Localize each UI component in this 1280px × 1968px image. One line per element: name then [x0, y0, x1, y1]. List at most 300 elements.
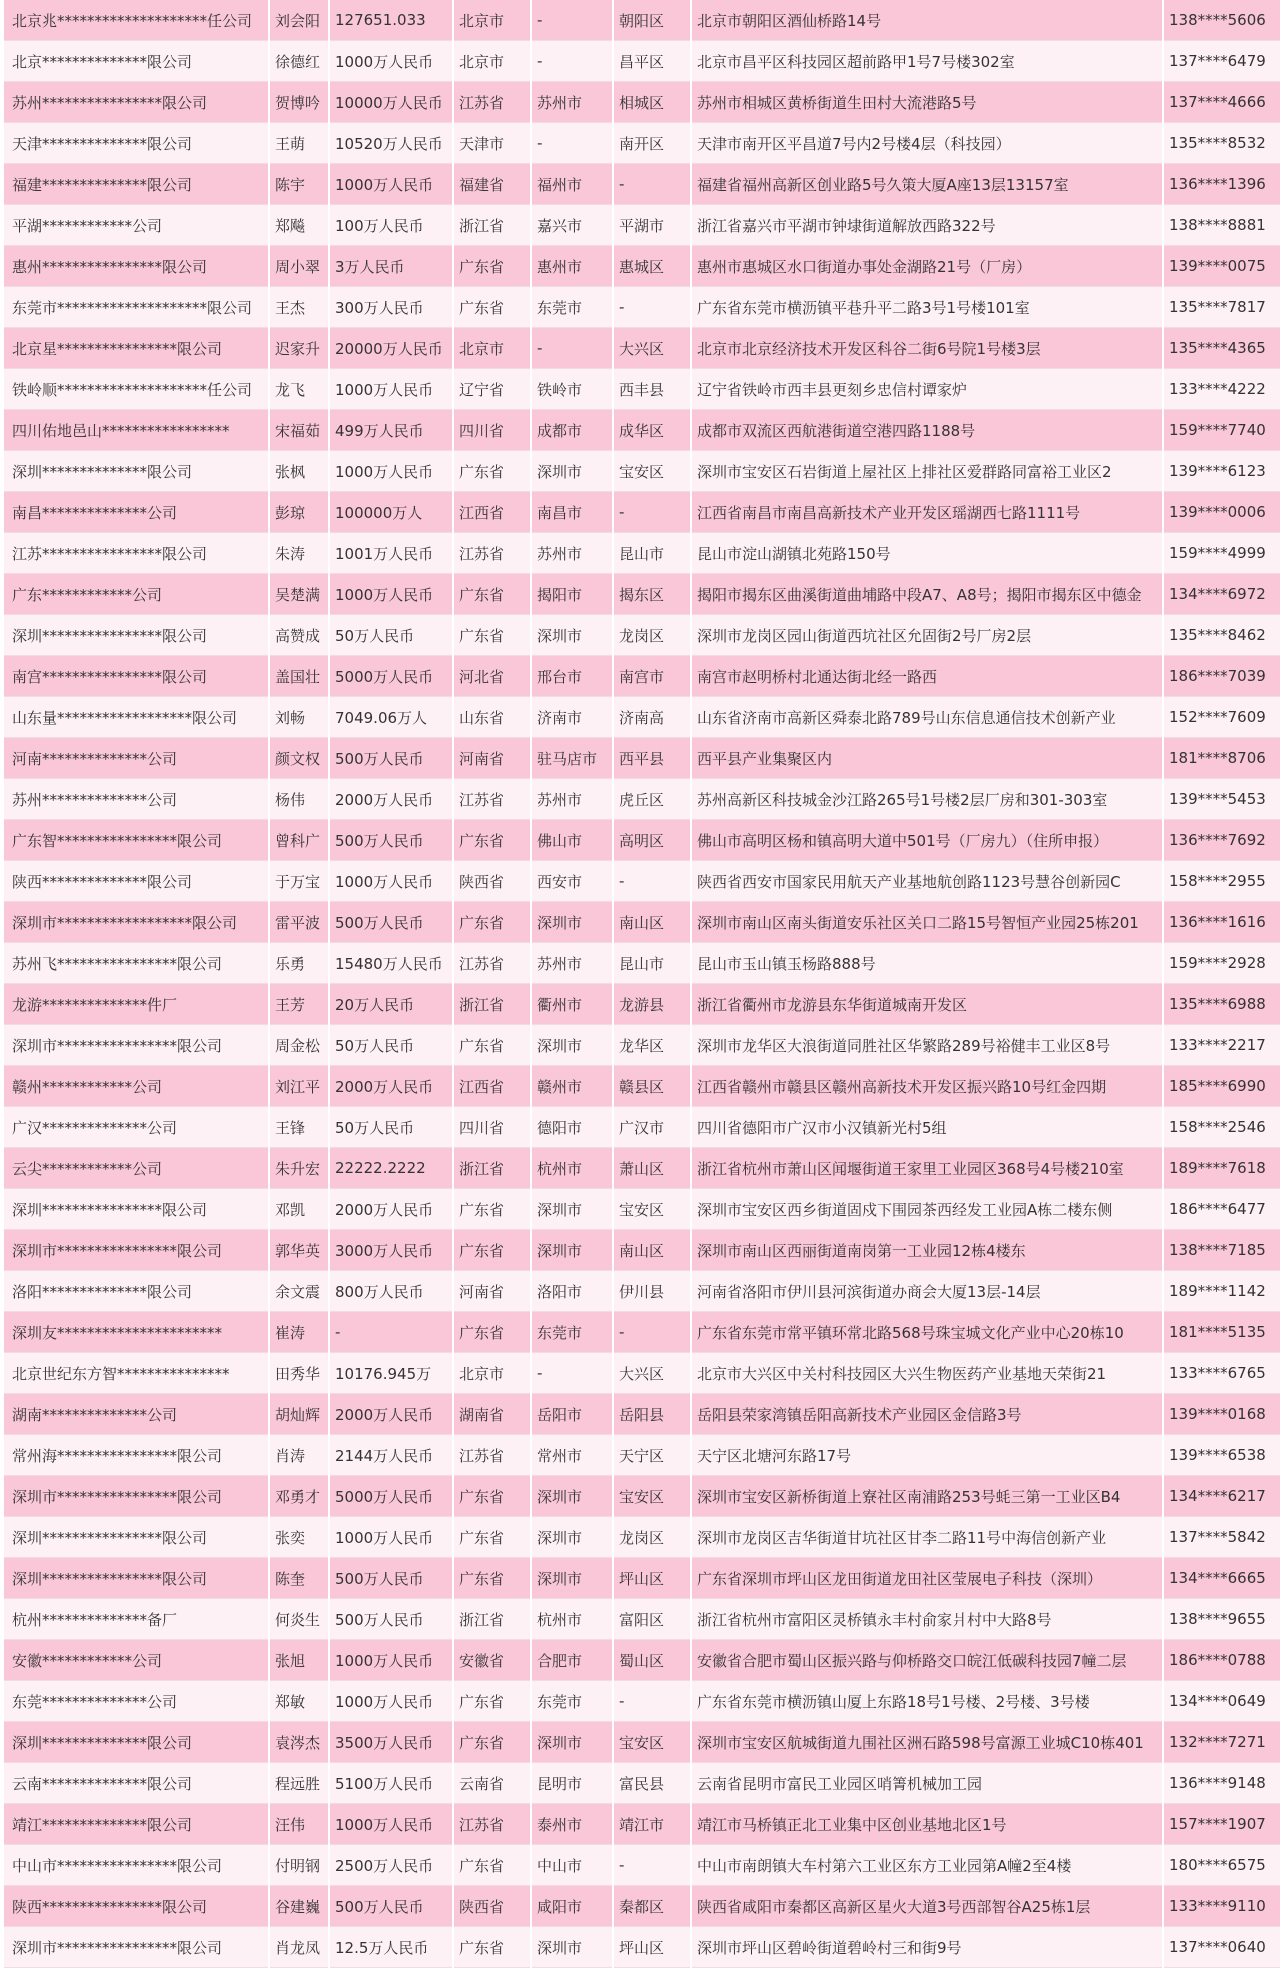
province-cell: 广东省 [454, 1517, 530, 1558]
city-cell: 衢州市 [532, 984, 612, 1025]
address-cell: 揭阳市揭东区曲溪街道曲埔路中段A7、A8号；揭阳市揭东区中德金 [692, 574, 1162, 615]
registered-capital-cell: 50万人民币 [330, 615, 452, 656]
province-cell: 浙江省 [454, 205, 530, 246]
table-row [4, 1435, 1280, 1476]
province-cell: 四川省 [454, 410, 530, 451]
district-cell: - [614, 287, 690, 328]
company-name-cell: 广东************公司 [4, 574, 268, 615]
company-name-cell: 深圳**************限公司 [4, 1722, 268, 1763]
table-row [4, 1763, 1280, 1804]
city-cell: 揭阳市 [532, 574, 612, 615]
city-cell: 东莞市 [532, 1312, 612, 1353]
city-cell: 中山市 [532, 1845, 612, 1886]
table-row [4, 492, 1280, 533]
phone-cell: 186****6477 [1164, 1189, 1280, 1230]
phone-cell: 133****9110 [1164, 1886, 1280, 1927]
registered-capital-cell: 500万人民币 [330, 1886, 452, 1927]
city-cell: 铁岭市 [532, 369, 612, 410]
table-row [4, 1394, 1280, 1435]
legal-rep-cell: 迟家升 [270, 328, 328, 369]
province-cell: 广东省 [454, 615, 530, 656]
phone-cell: 135****4365 [1164, 328, 1280, 369]
address-cell: 四川省德阳市广汉市小汉镇新光村5组 [692, 1107, 1162, 1148]
company-name-cell: 北京星****************限公司 [4, 328, 268, 369]
province-cell: 广东省 [454, 451, 530, 492]
phone-cell: 180****6575 [1164, 1845, 1280, 1886]
registered-capital-cell: 20万人民币 [330, 984, 452, 1025]
city-cell: 深圳市 [532, 902, 612, 943]
registered-capital-cell: 1000万人民币 [330, 1804, 452, 1845]
phone-cell: 139****0006 [1164, 492, 1280, 533]
province-cell: 陕西省 [454, 1886, 530, 1927]
province-cell: 江苏省 [454, 943, 530, 984]
city-cell: 常州市 [532, 1435, 612, 1476]
address-cell: 靖江市马桥镇正北工业集中区创业基地北区1号 [692, 1804, 1162, 1845]
address-cell: 天宁区北塘河东路17号 [692, 1435, 1162, 1476]
province-cell: 辽宁省 [454, 369, 530, 410]
address-cell: 苏州高新区科技城金沙江路265号1号楼2层厂房和301-303室 [692, 779, 1162, 820]
district-cell: 天宁区 [614, 1435, 690, 1476]
city-cell: 深圳市 [532, 1025, 612, 1066]
address-cell: 安徽省合肥市蜀山区振兴路与仰桥路交口皖江低碳科技园7幢二层 [692, 1640, 1162, 1681]
province-cell: 陕西省 [454, 861, 530, 902]
province-cell: 江苏省 [454, 1804, 530, 1845]
registered-capital-cell: 5100万人民币 [330, 1763, 452, 1804]
registered-capital-cell: 500万人民币 [330, 1599, 452, 1640]
phone-cell: 139****6123 [1164, 451, 1280, 492]
company-name-cell: 东莞市********************限公司 [4, 287, 268, 328]
address-cell: 深圳市宝安区新桥街道上寮社区南浦路253号蚝三第一工业区B4 [692, 1476, 1162, 1517]
province-cell: 浙江省 [454, 984, 530, 1025]
table-row [4, 902, 1280, 943]
company-name-cell: 杭州**************备厂 [4, 1599, 268, 1640]
district-cell: 秦都区 [614, 1886, 690, 1927]
phone-cell: 137****5842 [1164, 1517, 1280, 1558]
registered-capital-cell: 100万人民币 [330, 205, 452, 246]
address-cell: 深圳市南山区南头街道安乐社区关口二路15号智恒产业园25栋201 [692, 902, 1162, 943]
legal-rep-cell: 肖涛 [270, 1435, 328, 1476]
province-cell: 广东省 [454, 574, 530, 615]
company-name-cell: 南昌**************公司 [4, 492, 268, 533]
registered-capital-cell: 5000万人民币 [330, 1476, 452, 1517]
city-cell: 苏州市 [532, 779, 612, 820]
registered-capital-cell: 2000万人民币 [330, 779, 452, 820]
legal-rep-cell: 陈宇 [270, 164, 328, 205]
province-cell: 云南省 [454, 1763, 530, 1804]
city-cell: 深圳市 [532, 1927, 612, 1968]
company-table [2, 0, 1280, 1968]
province-cell: 广东省 [454, 246, 530, 287]
company-name-cell: 福建**************限公司 [4, 164, 268, 205]
phone-cell: 136****1396 [1164, 164, 1280, 205]
city-cell: 杭州市 [532, 1599, 612, 1640]
legal-rep-cell: 郭华英 [270, 1230, 328, 1271]
city-cell: 惠州市 [532, 246, 612, 287]
table-row [4, 1845, 1280, 1886]
legal-rep-cell: 余文震 [270, 1271, 328, 1312]
legal-rep-cell: 汪伟 [270, 1804, 328, 1845]
city-cell: 洛阳市 [532, 1271, 612, 1312]
table-row [4, 1107, 1280, 1148]
province-cell: 广东省 [454, 1558, 530, 1599]
table-row [4, 82, 1280, 123]
address-cell: 北京市朝阳区酒仙桥路14号 [692, 0, 1162, 41]
phone-cell: 186****0788 [1164, 1640, 1280, 1681]
table-row [4, 738, 1280, 779]
table-row [4, 1599, 1280, 1640]
address-cell: 云南省昆明市富民工业园区哨箐机械加工园 [692, 1763, 1162, 1804]
table-row [4, 943, 1280, 984]
district-cell: 惠城区 [614, 246, 690, 287]
table-row [4, 1066, 1280, 1107]
legal-rep-cell: 龙飞 [270, 369, 328, 410]
registered-capital-cell: 100000万人 [330, 492, 452, 533]
company-name-cell: 广东智****************限公司 [4, 820, 268, 861]
legal-rep-cell: 郑飚 [270, 205, 328, 246]
legal-rep-cell: 朱涛 [270, 533, 328, 574]
phone-cell: 134****6217 [1164, 1476, 1280, 1517]
company-name-cell: 深圳****************限公司 [4, 1189, 268, 1230]
phone-cell: 136****1616 [1164, 902, 1280, 943]
phone-cell: 136****7692 [1164, 820, 1280, 861]
district-cell: 昆山市 [614, 943, 690, 984]
company-name-cell: 深圳市******************限公司 [4, 902, 268, 943]
address-cell: 陕西省西安市国家民用航天产业基地航创路1123号慧谷创新园C [692, 861, 1162, 902]
phone-cell: 158****2955 [1164, 861, 1280, 902]
district-cell: 龙游县 [614, 984, 690, 1025]
address-cell: 西平县产业集聚区内 [692, 738, 1162, 779]
company-name-cell: 陕西****************限公司 [4, 1886, 268, 1927]
address-cell: 浙江省杭州市富阳区灵桥镇永丰村俞家爿村中大路8号 [692, 1599, 1162, 1640]
table-row [4, 1681, 1280, 1722]
registered-capital-cell: 2000万人民币 [330, 1189, 452, 1230]
district-cell: 平湖市 [614, 205, 690, 246]
city-cell: 西安市 [532, 861, 612, 902]
company-name-cell: 深圳****************限公司 [4, 1558, 268, 1599]
district-cell: 南山区 [614, 1230, 690, 1271]
district-cell: 宝安区 [614, 1189, 690, 1230]
company-name-cell: 中山市****************限公司 [4, 1845, 268, 1886]
company-name-cell: 深圳市****************限公司 [4, 1927, 268, 1968]
province-cell: 广东省 [454, 1927, 530, 1968]
address-cell: 广东省东莞市常平镇环常北路568号珠宝城文化产业中心20栋10 [692, 1312, 1162, 1353]
company-name-cell: 深圳市****************限公司 [4, 1476, 268, 1517]
legal-rep-cell: 王萌 [270, 123, 328, 164]
registered-capital-cell: 7049.06万人 [330, 697, 452, 738]
city-cell: 南昌市 [532, 492, 612, 533]
table-row [4, 1640, 1280, 1681]
phone-cell: 134****6972 [1164, 574, 1280, 615]
province-cell: 福建省 [454, 164, 530, 205]
company-name-cell: 靖江**************限公司 [4, 1804, 268, 1845]
district-cell: 伊川县 [614, 1271, 690, 1312]
province-cell: 广东省 [454, 1312, 530, 1353]
company-name-cell: 铁岭顺********************任公司 [4, 369, 268, 410]
phone-cell: 137****4666 [1164, 82, 1280, 123]
company-name-cell: 龙游**************件厂 [4, 984, 268, 1025]
table-row [4, 123, 1280, 164]
company-name-cell: 深圳市****************限公司 [4, 1025, 268, 1066]
district-cell: 宝安区 [614, 1722, 690, 1763]
company-name-cell: 南宫****************限公司 [4, 656, 268, 697]
registered-capital-cell: - [330, 1312, 452, 1353]
phone-cell: 138****5606 [1164, 0, 1280, 41]
table-row [4, 164, 1280, 205]
table-row [4, 1353, 1280, 1394]
phone-cell: 133****6765 [1164, 1353, 1280, 1394]
registered-capital-cell: 10176.945万 [330, 1353, 452, 1394]
legal-rep-cell: 谷建巍 [270, 1886, 328, 1927]
legal-rep-cell: 曾科广 [270, 820, 328, 861]
table-row [4, 779, 1280, 820]
table-row [4, 1189, 1280, 1230]
district-cell: 大兴区 [614, 328, 690, 369]
table-row [4, 369, 1280, 410]
legal-rep-cell: 徐德红 [270, 41, 328, 82]
address-cell: 深圳市龙岗区吉华街道甘坑社区甘李二路11号中海信创新产业 [692, 1517, 1162, 1558]
table-row [4, 41, 1280, 82]
table-row [4, 0, 1280, 41]
legal-rep-cell: 肖龙凤 [270, 1927, 328, 1968]
address-cell: 深圳市龙华区大浪街道同胜社区华繁路289号裕健丰工业区8号 [692, 1025, 1162, 1066]
registered-capital-cell: 10520万人民币 [330, 123, 452, 164]
district-cell: 靖江市 [614, 1804, 690, 1845]
phone-cell: 133****2217 [1164, 1025, 1280, 1066]
table-row [4, 1312, 1280, 1353]
company-name-cell: 云南**************限公司 [4, 1763, 268, 1804]
province-cell: 江西省 [454, 1066, 530, 1107]
province-cell: 江苏省 [454, 1435, 530, 1476]
address-cell: 深圳市宝安区石岩街道上屋社区上排社区爱群路同富裕工业区2 [692, 451, 1162, 492]
province-cell: 广东省 [454, 1025, 530, 1066]
registered-capital-cell: 1000万人民币 [330, 574, 452, 615]
district-cell: 南山区 [614, 902, 690, 943]
phone-cell: 159****4999 [1164, 533, 1280, 574]
table-row [4, 1025, 1280, 1066]
registered-capital-cell: 500万人民币 [330, 738, 452, 779]
legal-rep-cell: 付明钢 [270, 1845, 328, 1886]
district-cell: 龙岗区 [614, 615, 690, 656]
district-cell: 南宫市 [614, 656, 690, 697]
address-cell: 中山市南朗镇大车村第六工业区东方工业园第A幢2至4楼 [692, 1845, 1162, 1886]
address-cell: 深圳市宝安区航城街道九围社区洲石路598号富源工业城C10栋401 [692, 1722, 1162, 1763]
phone-cell: 186****7039 [1164, 656, 1280, 697]
company-name-cell: 常州海****************限公司 [4, 1435, 268, 1476]
legal-rep-cell: 雷平波 [270, 902, 328, 943]
address-cell: 岳阳县荣家湾镇岳阳高新技术产业园区金信路3号 [692, 1394, 1162, 1435]
address-cell: 北京市大兴区中关村科技园区大兴生物医药产业基地天荣街21 [692, 1353, 1162, 1394]
table-row [4, 1886, 1280, 1927]
registered-capital-cell: 1000万人民币 [330, 164, 452, 205]
legal-rep-cell: 盖国壮 [270, 656, 328, 697]
address-cell: 辽宁省铁岭市西丰县更刻乡忠信村谭家炉 [692, 369, 1162, 410]
city-cell: 深圳市 [532, 1558, 612, 1599]
phone-cell: 133****4222 [1164, 369, 1280, 410]
province-cell: 江苏省 [454, 779, 530, 820]
legal-rep-cell: 张枫 [270, 451, 328, 492]
address-cell: 北京市昌平区科技园区超前路甲1号7号楼302室 [692, 41, 1162, 82]
legal-rep-cell: 王锋 [270, 1107, 328, 1148]
table-row [4, 1804, 1280, 1845]
table-row [4, 533, 1280, 574]
legal-rep-cell: 周金松 [270, 1025, 328, 1066]
phone-cell: 139****6538 [1164, 1435, 1280, 1476]
company-name-cell: 洛阳**************限公司 [4, 1271, 268, 1312]
registered-capital-cell: 5000万人民币 [330, 656, 452, 697]
district-cell: 大兴区 [614, 1353, 690, 1394]
province-cell: 广东省 [454, 1476, 530, 1517]
table-row [4, 1148, 1280, 1189]
company-name-cell: 天津**************限公司 [4, 123, 268, 164]
table-row [4, 1722, 1280, 1763]
city-cell: 昆明市 [532, 1763, 612, 1804]
phone-cell: 139****5453 [1164, 779, 1280, 820]
province-cell: 江苏省 [454, 533, 530, 574]
city-cell: 泰州市 [532, 1804, 612, 1845]
table-row [4, 820, 1280, 861]
city-cell: 东莞市 [532, 287, 612, 328]
legal-rep-cell: 彭琼 [270, 492, 328, 533]
company-name-cell: 北京**************限公司 [4, 41, 268, 82]
legal-rep-cell: 乐勇 [270, 943, 328, 984]
district-cell: 虎丘区 [614, 779, 690, 820]
table-row [4, 1558, 1280, 1599]
registered-capital-cell: 127651.033 [330, 0, 452, 41]
address-cell: 河南省洛阳市伊川县河滨街道办商会大厦13层-14层 [692, 1271, 1162, 1312]
address-cell: 浙江省杭州市萧山区闻堰街道王家里工业园区368号4号楼210室 [692, 1148, 1162, 1189]
district-cell: 高明区 [614, 820, 690, 861]
table-row [4, 656, 1280, 697]
district-cell: 富民县 [614, 1763, 690, 1804]
registered-capital-cell: 1000万人民币 [330, 1517, 452, 1558]
phone-cell: 137****0640 [1164, 1927, 1280, 1968]
address-cell: 昆山市玉山镇玉杨路888号 [692, 943, 1162, 984]
table-row [4, 205, 1280, 246]
address-cell: 浙江省衢州市龙游县东华街道城南开发区 [692, 984, 1162, 1025]
table-row [4, 984, 1280, 1025]
company-name-cell: 云尖************公司 [4, 1148, 268, 1189]
company-name-cell: 苏州****************限公司 [4, 82, 268, 123]
company-name-cell: 深圳**************限公司 [4, 451, 268, 492]
phone-cell: 134****0649 [1164, 1681, 1280, 1722]
district-cell: 昆山市 [614, 533, 690, 574]
address-cell: 浙江省嘉兴市平湖市钟埭街道解放西路322号 [692, 205, 1162, 246]
registered-capital-cell: 10000万人民币 [330, 82, 452, 123]
city-cell: 深圳市 [532, 1476, 612, 1517]
province-cell: 广东省 [454, 902, 530, 943]
legal-rep-cell: 刘畅 [270, 697, 328, 738]
province-cell: 广东省 [454, 820, 530, 861]
legal-rep-cell: 吴楚满 [270, 574, 328, 615]
registered-capital-cell: 50万人民币 [330, 1025, 452, 1066]
legal-rep-cell: 王杰 [270, 287, 328, 328]
registered-capital-cell: 2000万人民币 [330, 1394, 452, 1435]
district-cell: 赣县区 [614, 1066, 690, 1107]
address-cell: 惠州市惠城区水口街道办事处金湖路21号（厂房） [692, 246, 1162, 287]
city-cell: 合肥市 [532, 1640, 612, 1681]
phone-cell: 135****7817 [1164, 287, 1280, 328]
legal-rep-cell: 杨伟 [270, 779, 328, 820]
province-cell: 江苏省 [454, 82, 530, 123]
city-cell: 苏州市 [532, 82, 612, 123]
province-cell: 四川省 [454, 1107, 530, 1148]
city-cell: 咸阳市 [532, 1886, 612, 1927]
phone-cell: 139****0168 [1164, 1394, 1280, 1435]
province-cell: 浙江省 [454, 1148, 530, 1189]
company-name-cell: 江苏****************限公司 [4, 533, 268, 574]
address-cell: 佛山市高明区杨和镇高明大道中501号（厂房九）（住所申报） [692, 820, 1162, 861]
legal-rep-cell: 颜文权 [270, 738, 328, 779]
table-row [4, 451, 1280, 492]
table-row [4, 246, 1280, 287]
address-cell: 山东省济南市高新区舜泰北路789号山东信息通信技术创新产业 [692, 697, 1162, 738]
district-cell: 龙岗区 [614, 1517, 690, 1558]
registered-capital-cell: 3000万人民币 [330, 1230, 452, 1271]
province-cell: 江西省 [454, 492, 530, 533]
company-name-cell: 深圳****************限公司 [4, 615, 268, 656]
registered-capital-cell: 500万人民币 [330, 1558, 452, 1599]
district-cell: 坪山区 [614, 1927, 690, 1968]
legal-rep-cell: 田秀华 [270, 1353, 328, 1394]
province-cell: 北京市 [454, 41, 530, 82]
registered-capital-cell: 499万人民币 [330, 410, 452, 451]
registered-capital-cell: 2144万人民币 [330, 1435, 452, 1476]
province-cell: 河北省 [454, 656, 530, 697]
address-cell: 江西省南昌市南昌高新技术产业开发区瑶湖西七路1111号 [692, 492, 1162, 533]
table-row [4, 328, 1280, 369]
registered-capital-cell: 3500万人民币 [330, 1722, 452, 1763]
table-body [4, 0, 1280, 1968]
registered-capital-cell: 500万人民币 [330, 820, 452, 861]
city-cell: 深圳市 [532, 1722, 612, 1763]
city-cell: 苏州市 [532, 533, 612, 574]
legal-rep-cell: 高赞成 [270, 615, 328, 656]
province-cell: 广东省 [454, 1681, 530, 1722]
phone-cell: 132****7271 [1164, 1722, 1280, 1763]
phone-cell: 138****9655 [1164, 1599, 1280, 1640]
phone-cell: 138****8881 [1164, 205, 1280, 246]
province-cell: 广东省 [454, 1230, 530, 1271]
phone-cell: 181****8706 [1164, 738, 1280, 779]
registered-capital-cell: 500万人民币 [330, 902, 452, 943]
district-cell: - [614, 1681, 690, 1722]
district-cell: 揭东区 [614, 574, 690, 615]
table-row [4, 1271, 1280, 1312]
registered-capital-cell: 2000万人民币 [330, 1066, 452, 1107]
city-cell: - [532, 41, 612, 82]
registered-capital-cell: 1000万人民币 [330, 369, 452, 410]
address-cell: 广东省东莞市横沥镇山厦上东路18号1号楼、2号楼、3号楼 [692, 1681, 1162, 1722]
registered-capital-cell: 15480万人民币 [330, 943, 452, 984]
phone-cell: 134****6665 [1164, 1558, 1280, 1599]
district-cell: 富阳区 [614, 1599, 690, 1640]
phone-cell: 135****8532 [1164, 123, 1280, 164]
registered-capital-cell: 22222.2222 [330, 1148, 452, 1189]
legal-rep-cell: 刘会阳 [270, 0, 328, 41]
city-cell: 驻马店市 [532, 738, 612, 779]
legal-rep-cell: 于万宝 [270, 861, 328, 902]
legal-rep-cell: 郑敏 [270, 1681, 328, 1722]
registered-capital-cell: 1000万人民币 [330, 861, 452, 902]
province-cell: 北京市 [454, 1353, 530, 1394]
district-cell: - [614, 1845, 690, 1886]
company-name-cell: 河南**************公司 [4, 738, 268, 779]
company-name-cell: 北京兆********************任公司 [4, 0, 268, 41]
address-cell: 广东省东莞市横沥镇平巷升平二路3号1号楼101室 [692, 287, 1162, 328]
city-cell: 东莞市 [532, 1681, 612, 1722]
province-cell: 河南省 [454, 1271, 530, 1312]
phone-cell: 159****2928 [1164, 943, 1280, 984]
